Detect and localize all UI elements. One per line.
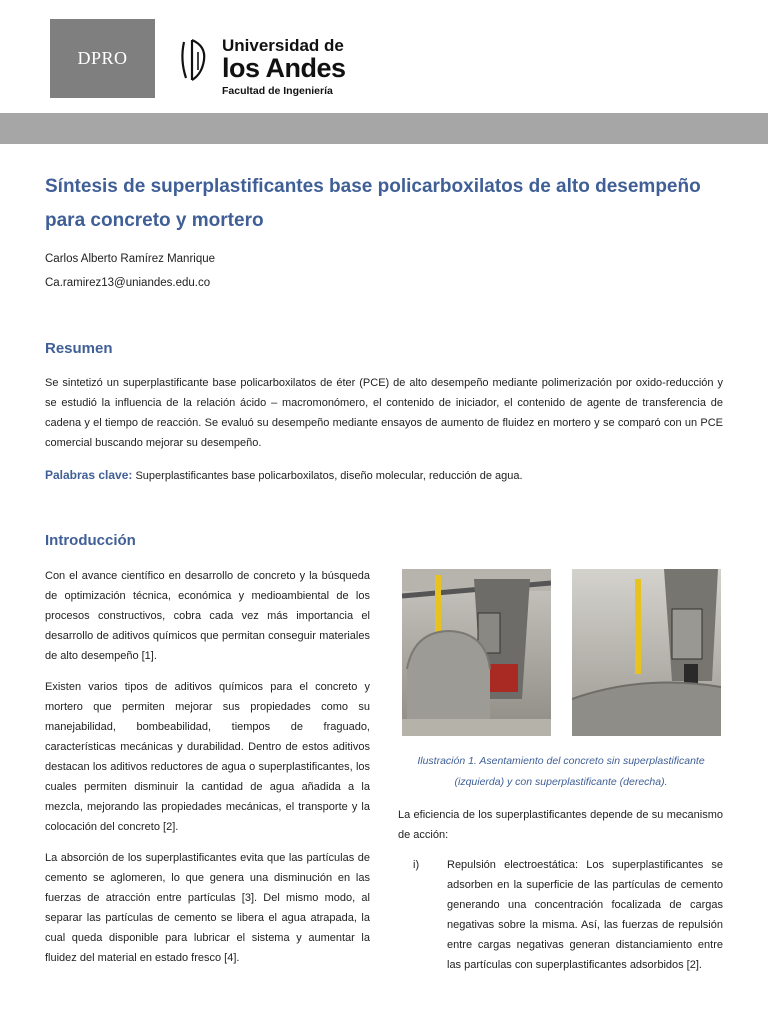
intro-paragraph-3: La absorción de los superplastificantes evita que las partículas de cemento se aglomeren, lo que genera una disminución en las fuerzas de atracción entre partículas [3]. Del mismo modo, al separar las partículas de cemento se libera el agua atrapada, la cual queda disponible para lubricar el sistema y aumentar la fluidez del material en estado fresco [4].: [45, 852, 370, 964]
author-name: Carlos Alberto Ramírez Manrique: [45, 253, 216, 265]
author-email[interactable]: Ca.ramirez13@uniandes.edu.co: [45, 277, 211, 289]
list-item-number: i): [413, 859, 420, 871]
dpro-logo: [50, 19, 155, 98]
efficiency-paragraph: La eficiencia de los superplastificantes depende de su mecanismo de acción:: [398, 809, 723, 841]
university-name-line2: los Andes: [222, 53, 346, 83]
abstract-heading: Resumen: [45, 340, 113, 357]
header-band: [0, 113, 768, 144]
list-item-text: Repulsión electroestática: Los superplastificantes se adsorben en la superficie de las partículas de cemento generando una concentración focalizada de cargas negativas sobre la misma. Así, las fuerzas de repulsión entre cargas negativas generan distanciamiento entre las partículas con superplastificantes adsorbidos [2].: [447, 859, 723, 971]
intro-paragraph-2: Existen varios tipos de aditivos químicos para el concreto y mortero que permiten mejorar sus propiedades como su manejabilidad, bombeabilidad, tiempos de fraguado, características mecánicas y durabilidad. Dentro de estos aditivos destacan los aditivos reductores de agua o superplastificantes, los cuales permiten disminuir la cantidad de agua añadida a la mezcla, mejorando las propiedades mecánicas, el transporte y la colocación del concreto [2].: [45, 681, 370, 833]
dpro-label: DPRO: [77, 48, 128, 68]
keywords-line: [45, 465, 723, 486]
keywords-label: Palabras clave:: [45, 468, 133, 482]
slump-photo-right: [572, 569, 721, 736]
university-emblem-icon: [178, 36, 218, 84]
abstract-text: Se sintetizó un superplastificante base policarboxilatos de éter (PCE) de alto desempeño mediante polimerización por oxido-reducción y se estudió la influencia de la relación ácido – macromonómero, el contenido de iniciador, el contenido de agente de transferencia de cadena y el tiempo de reacción. Se evaluó su desempeño mediante ensayos de aumento de fluidez en mortero y se comparó con un PCE comercial buscando mejorar su desempeño.: [45, 377, 723, 449]
faculty-name: Facultad de Ingeniería: [222, 85, 333, 97]
intro-paragraph-1: Con el avance científico en desarrollo de concreto y la búsqueda de optimización técnica, económica y medioambiental de los procesos constructivos, cobra cada vez más importancia el desarrollo de aditivos químicos que permitan conseguir materiales de alto desempeño [1].: [45, 570, 370, 662]
introduction-heading: Introducción: [45, 532, 136, 549]
slump-photo-left: [402, 569, 551, 736]
paper-title: Síntesis de superplastificantes base policarboxilatos de alto desempeño para concreto y mortero: [45, 176, 701, 231]
keywords-text: Superplastificantes base policarboxilatos, diseño molecular, reducción de agua.: [135, 470, 523, 482]
university-logo: [178, 36, 346, 102]
figure-caption: Ilustración 1. Asentamiento del concreto sin superplastificante (izquierda) y con superplastificante (derecha).: [417, 755, 705, 788]
university-name-line1: Universidad de: [222, 36, 344, 55]
